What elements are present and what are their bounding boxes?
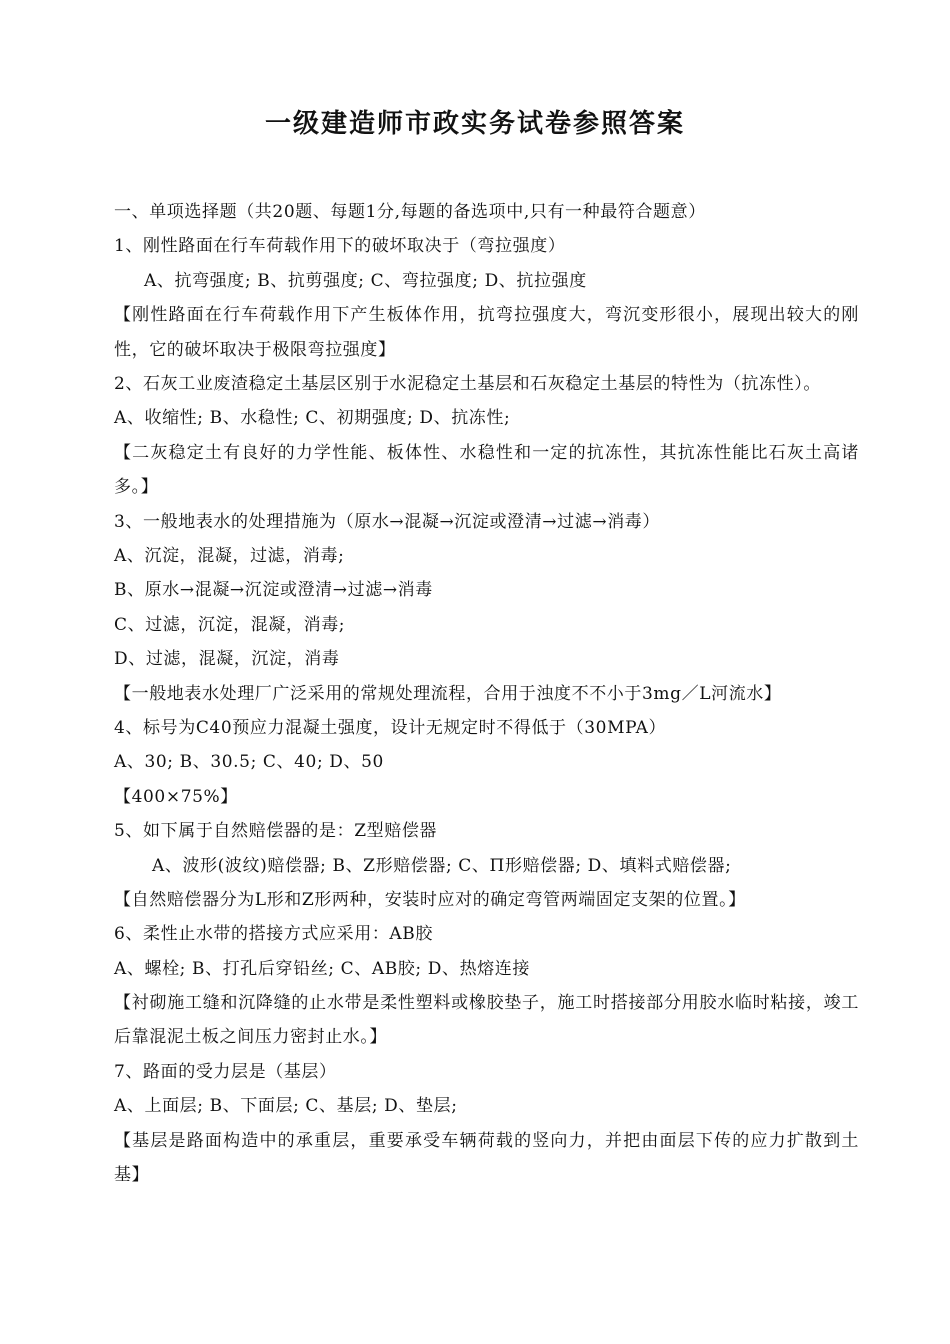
question-1-options: A、抗弯强度; B、抗剪强度; C、弯拉强度; D、抗拉强度 (144, 270, 587, 291)
question-4: 4、标号为C40预应力混凝土强度，设计无规定时不得低于（30MPA） (114, 717, 667, 738)
question-6-note: 【衬砌施工缝和沉降缝的止水带是柔性塑料或橡胶垫子，施工时搭接部分用胶水临时粘接，竣工后靠混泥土板之间压力密封止水。】 (114, 993, 859, 1048)
question-4-options: A、30; B、30.5; C、40; D、50 (114, 752, 384, 773)
question-1: 1、刚性路面在行车荷载作用下的破坏取决于（弯拉强度） (114, 236, 566, 257)
question-6: 6、柔性止水带的搭接方式应采用：AB胶 (114, 924, 433, 945)
question-7-note: 【基层是路面构造中的承重层，重要承受车辆荷载的竖向力，并把由面层下传的应力扩散到土基】 (114, 1130, 859, 1186)
question-2-note: 【二灰稳定土有良好的力学性能、板体性、水稳性和一定的抗冻性，其抗冻性能比石灰土高诸多。】 (114, 442, 859, 498)
question-2: 2、石灰工业废渣稳定土基层区别于水泥稳定土基层和石灰稳定土基层的特性为（抗冻性）。 (114, 373, 821, 394)
question-3-option-c: C、过滤，沉淀，混凝，消毒; (114, 614, 346, 635)
section-heading: 一、单项选择题（共20题、每题1分,每题的备选项中,只有一种最符合题意） (114, 202, 706, 222)
question-7-options: A、上面层; B、下面层; C、基层; D、垫层; (114, 1096, 458, 1117)
question-3-option-d: D、过滤，混凝，沉淀，消毒 (114, 649, 340, 670)
question-4-note: 【400×75%】 (114, 786, 238, 807)
question-5-note: 【自然赔偿器分为L形和Z形两种，安装时应对的确定弯管两端固定支架的位置。】 (114, 889, 746, 910)
question-6-options: A、螺栓; B、打孔后穿铅丝; C、AB胶; D、热熔连接 (114, 958, 530, 979)
question-1-note: 【刚性路面在行车荷载作用下产生板体作用，抗弯拉强度大，弯沉变形很小，展现出较大的刚性，它的破坏取决于极限弯拉强度】 (114, 305, 859, 360)
question-7: 7、路面的受力层是（基层） (114, 1061, 337, 1082)
question-3-option-a: A、沉淀，混凝，过滤，消毒; (114, 545, 345, 566)
document-body (114, 195, 859, 1192)
question-3-option-b: B、原水→混凝→沉淀或澄清→过滤→消毒 (114, 580, 433, 601)
question-2-options: A、收缩性; B、水稳性; C、初期强度; D、抗冻性; (114, 408, 511, 429)
page-title: 一级建造师市政实务试卷参照答案 (264, 109, 685, 139)
question-5: 5、如下属于自然赔偿器的是：Z型赔偿器 (114, 821, 438, 842)
question-3-note: 【一般地表水处理厂广泛采用的常规处理流程，合用于浊度不不小于3mg／L河流水】 (114, 683, 782, 704)
question-5-options: A、波形(波纹)赔偿器; B、Z形赔偿器; C、Π形赔偿器; D、填料式赔偿器; (152, 855, 732, 876)
question-3: 3、一般地表水的处理措施为（原水→混凝→沉淀或澄清→过滤→消毒） (114, 511, 660, 532)
